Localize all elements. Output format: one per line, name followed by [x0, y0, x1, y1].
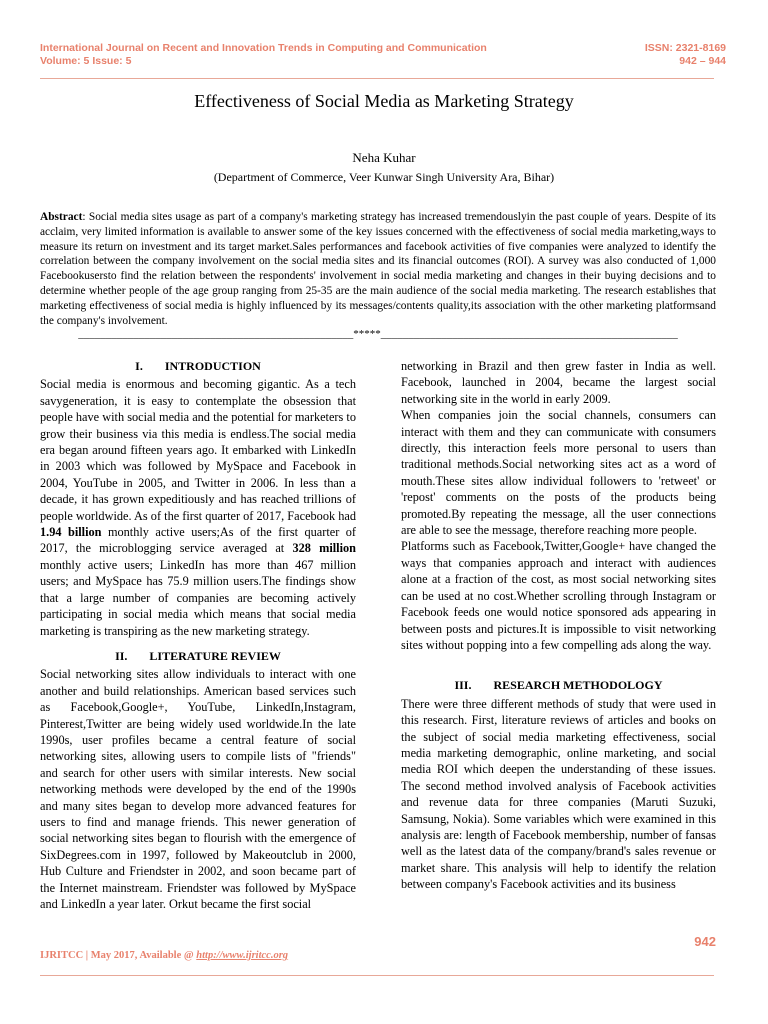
- journal-issn: ISSN: 2321-8169: [644, 42, 726, 54]
- literature-title: LITERATURE REVIEW: [149, 648, 281, 663]
- left-column: [40, 358, 356, 912]
- journal-link[interactable]: http://www.ijritcc.org: [196, 950, 289, 961]
- page-number: 942: [694, 934, 716, 949]
- intro-text-a: Social media is enormous and becoming gigantic. As a tech savygeneration, it is easy to contemplate the obsession that people have with social media and the potential for marketers to grow their business via this media is endless.The social media era began around fifteen years ago. It embarked with LinkedIn in 2003 which was followed by MySpace and Facebook in 2004, YouTube in 2005, and Twitter in 2006. In less than a decade, it has grown expeditiously and has reached trillions of people worldwide. As of the first quarter of 2017, Facebook had: [40, 377, 356, 523]
- literature-number: II.: [115, 648, 128, 663]
- methodology-number: III.: [454, 678, 472, 693]
- footer-divider: [40, 975, 714, 976]
- methodology-paragraph: There were three different methods of study that were used in this research. First, literature reviews of articles and books on the subject of social media marketing effectiveness, social media marketing demographic, online marketing, and social media ROI which deepen the understanding of these issues. The second method involved analysis of Facebook activities and revenue data for three companies (Maruti Suzuki, Samsung, Nokia). Some variables which were examined in this analysis are: length of Facebook membership, number of fansas well as the latest data of the company/brand's sales revenue or market share. This analysis will help to identify the relation between company's Facebook activities and its business: [401, 696, 716, 892]
- literature-paragraph-1-continued: networking in Brazil and then grew faster in India as well. Facebook, launched in 2004, became the largest social networking site in the world in early 2009.: [401, 359, 716, 406]
- journal-pages: 942 – 944: [679, 55, 726, 67]
- literature-paragraph-3: Platforms such as Facebook,Twitter,Google+ have changed the ways that companies approach and interact with audiences alone at a fraction of the cost, as most social networking sites can be used at no cost.Whether scrolling through Instagram or Facebook feeds one would notice sponsored ads appearing in between posts and pictures.It is impossible to visit networking sites without popping into a few compelling ads along the way.: [401, 539, 716, 652]
- journal-header-left: [40, 42, 487, 68]
- footer-text: IJRITCC | May 2017, Available @: [40, 950, 197, 961]
- introduction-title: INTRODUCTION: [164, 359, 261, 373]
- journal-volume: Volume: 5 Issue: 5: [40, 55, 132, 67]
- introduction-number: I.: [135, 359, 143, 373]
- spacer: [401, 653, 716, 677]
- journal-header: [40, 42, 726, 78]
- methodology-title: RESEARCH METHODOLOGY: [493, 678, 663, 693]
- footer: [40, 950, 288, 961]
- right-column: [401, 358, 716, 893]
- header-divider: [40, 78, 714, 79]
- literature-paragraph-2: When companies join the social channels, consumers can interact with them and they can communicate with consumers directly, this interaction feels more personal to users than traditional methods.Social networking sites act as a word of mouth.These sites allow individual followers to 'retweet' or 'repost' comments on the posts of the products being promoted.By repeating the message, all the user connections are able to see the message, therefore reaching more people.: [401, 408, 716, 538]
- spacer: [40, 639, 356, 648]
- introduction-heading: [40, 358, 356, 374]
- author-name: Neha Kuhar: [352, 150, 416, 165]
- journal-name: International Journal on Recent and Innovation Trends in Computing and Communication: [40, 42, 487, 54]
- abstract-label: Abstract: [40, 211, 83, 223]
- section-separator: __________________________________________________*****______________________________________________________: [78, 328, 678, 340]
- intro-bold-facebook-users: 1.94 billion: [40, 525, 102, 540]
- journal-header-right: [645, 42, 726, 68]
- intro-text-d: monthly active users; LinkedIn has more than 467 million users; and MySpace has 75.9 million users.The findings show that a large number of companies are becoming actively participating in social media which means that social media marketing is transpiring as the new marketing strategy.: [40, 557, 356, 638]
- literature-heading: [40, 648, 356, 664]
- paper-title: Effectiveness of Social Media as Marketing Strategy: [194, 91, 574, 111]
- author-affiliation: (Department of Commerce, Veer Kunwar Singh University Ara, Bihar): [213, 170, 555, 184]
- abstract-text: : Social media sites usage as part of a company's marketing strategy has increased tremendouslyin the past couple of years. Despite of its acclaim, very limited information is available to answer some of the key issues concerned with the effectiveness of social media marketing,ways to measure its return on investment and its target market.Sales performances and facebook activities of five companies were analyzed to identify the correlation between the company involvement on the social media sites and its financial outcomes (ROI). A survey was also conducted of 1,000 Facebookusersto find the relation between the respondents' involvement in social media marketing and changes in their buying decisions and to determine whether people of the age group ranging from 25-35 are the main audience of the social media marketing. The research establishes that marketing effectiveness of social media is highly influenced by its messages/contents quality,its association with the other marketing platformsand the company's involvement.: [40, 211, 716, 327]
- intro-bold-twitter-users: 328 million: [292, 541, 357, 556]
- abstract: [40, 210, 716, 328]
- introduction-paragraph: [40, 376, 356, 639]
- intro-text-c: monthly active users;As of the first quarter of 2017, the microblogging service averaged at: [40, 525, 357, 556]
- methodology-heading: [401, 677, 716, 693]
- literature-paragraph-1: Social networking sites allow individuals to interact with one another and build relationships. American based services such as Facebook,Google+, YouTube, LinkedIn,Instagram, Pinterest,Twitter are being widely used worldwide.In the late 1990s, user profiles became a central feature of social networking sites, allowing users to compile lists of "friends" and search for other users with similar interests. New social networking methods were developed by the end of the 1990s and many sites began to develop more advanced features for users to find and manage friends. This newer generation of social networking sites began to flourish with the emergence of SixDegrees.com in 1997, followed by Makeoutclub in 2000, Hub Culture and Friendster in 2002, and soon became part of the Internet mainstream. Friendster was followed by MySpace and LinkedIn a year later. Orkut became the first social: [40, 667, 356, 911]
